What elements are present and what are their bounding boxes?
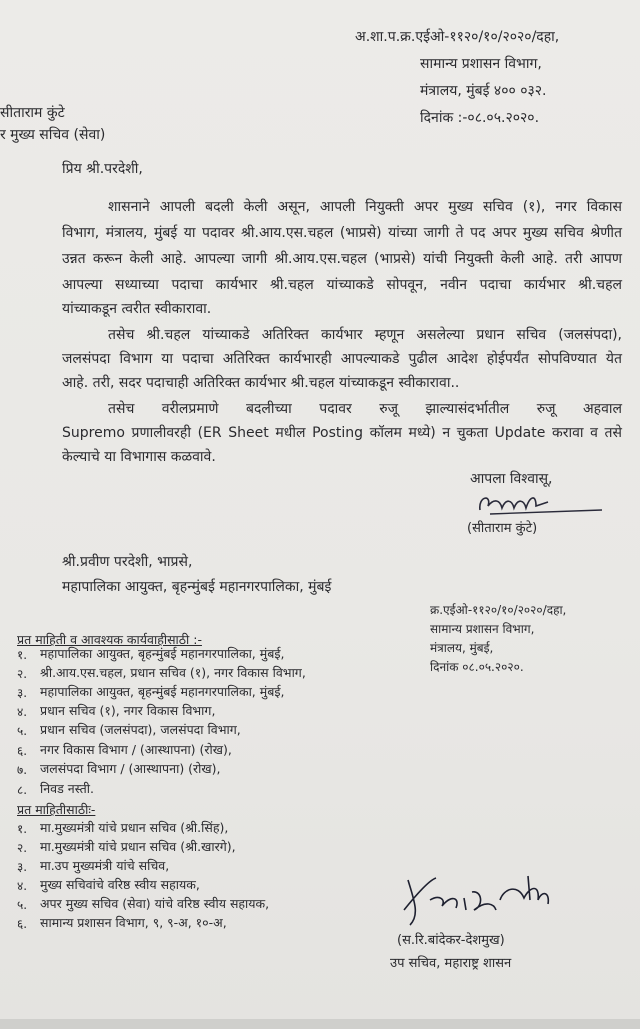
list-item: महापालिका आयुक्त, बृहन्मुंबई महानगरपालिका, मुंबई,: [40, 646, 285, 661]
list-number: ४.: [17, 879, 28, 893]
body-line: तसेच वरीलप्रमाणे बदलीच्या पदावर रुजू झाल्यासंदर्भातील रुजू अहवाल: [108, 401, 622, 417]
list-item: जलसंपदा विभाग / (आस्थापना) (रोख),: [40, 761, 221, 776]
list-item: मा.मुख्यमंत्री यांचे प्रधान सचिव (श्री.खारगे),: [40, 839, 236, 854]
list-number: २.: [17, 841, 28, 855]
list-item: महापालिका आयुक्त, बृहन्मुंबई महानगरपालिका, मुंबई,: [40, 684, 285, 699]
copy-action-heading: प्रत माहिती व आवश्यक कार्यवाहीसाठी :-: [17, 632, 202, 647]
list-item: अपर मुख्य सचिव (सेवा) यांचे वरिष्ठ स्वीय सहायक,: [40, 896, 270, 911]
body-line: केल्याचे या विभागास कळवावे.: [62, 449, 216, 465]
list-number: ६.: [17, 917, 28, 931]
ref-line: दिनांक ०८.०५.२०२०.: [430, 660, 524, 674]
list-number: ७.: [17, 763, 28, 777]
salutation: प्रिय श्री.परदेशी,: [62, 161, 143, 177]
list-number: २.: [17, 667, 28, 681]
list-number: १.: [17, 648, 28, 662]
list-number: ५.: [17, 724, 28, 738]
list-number: ६.: [17, 744, 28, 758]
body-line: जलसंपदा विभाग या पदाचा अतिरिक्त कार्यभारही आपल्याकडे पुढील आदेश होईपर्यंत सोपविण्यात येत: [62, 351, 622, 367]
addressee-office: महापालिका आयुक्त, बृहन्मुंबई महानगरपालिका, मुंबई: [62, 579, 332, 595]
copy-info-heading: प्रत माहितीसाठीः-: [17, 802, 96, 817]
body-line: यांच्याकडून त्वरीत स्वीकारावा.: [62, 301, 212, 317]
list-number: ४.: [17, 705, 28, 719]
signatory-name: (सीताराम कुंटे): [467, 521, 538, 536]
signature-kunte: [470, 488, 610, 518]
department: सामान्य प्रशासन विभाग,: [420, 56, 542, 72]
footer-signatory-designation: उप सचिव, महाराष्ट्र शासन: [390, 956, 512, 971]
list-number: १.: [17, 822, 28, 836]
body-line: विभाग, मंत्रालय, मुंबई या पदावर श्री.आय.एस.चहल (भाप्रसे) यांच्या जागी ते पद अपर मुख्य सचिव श्रेणीत: [62, 225, 622, 241]
list-item: निवड नस्ती.: [40, 781, 94, 796]
body-line: आहे. तरी, सदर पदाचाही अतिरिक्त कार्यभार श्री.चहल यांच्याकडून स्वीकारावा..: [62, 375, 460, 391]
list-number: ८.: [17, 783, 28, 797]
list-item: प्रधान सचिव (१), नगर विकास विभाग,: [40, 703, 216, 718]
address: मंत्रालय, मुंबई ४०० ०३२.: [420, 83, 547, 99]
list-item: मुख्य सचिवांचे वरिष्ठ स्वीय सहायक,: [40, 877, 200, 892]
page-edge: [0, 1019, 640, 1029]
sender-designation: र मुख्य सचिव (सेवा): [0, 127, 106, 143]
body-line: आपल्या सध्याच्या पदाचा कार्यभार श्री.चहल यांच्याकडे सोपवून, नवीन पदाचा कार्यभार श्री.चहल: [62, 277, 622, 293]
body-line: शासनाने आपली बदली केली असून, आपली नियुक्ती अपर मुख्य सचिव (१), नगर विकास: [108, 199, 622, 215]
ref-line: क्र.एईओ-११२०/१०/२०२०/दहा,: [430, 603, 567, 617]
sender-name: सीताराम कुंटे: [0, 105, 65, 121]
body-line: तसेच श्री.चहल यांच्याकडे अतिरिक्त कार्यभार म्हणून असलेल्या प्रधान सचिव (जलसंपदा),: [108, 327, 622, 343]
reference-number: अ.शा.प.क्र.एईओ-११२०/१०/२०२०/दहा,: [355, 29, 560, 45]
date: दिनांक :-०८.०५.२०२०.: [420, 110, 540, 126]
body-line: Supremo प्रणालीवरही (ER Sheet मधील Posting कॉलम मध्ये) न चुकता Update करावा व तसे: [62, 425, 622, 441]
list-item: सामान्य प्रशासन विभाग, ९, ९-अ, १०-अ,: [40, 915, 227, 930]
list-item: श्री.आय.एस.चहल, प्रधान सचिव (१), नगर विकास विभाग,: [40, 665, 306, 680]
list-number: ३.: [17, 860, 28, 874]
signature-bandekar-deshmukh: [400, 870, 560, 930]
list-item: नगर विकास विभाग / (आस्थापना) (रोख),: [40, 742, 232, 757]
ref-line: सामान्य प्रशासन विभाग,: [430, 622, 535, 636]
body-line: उन्नत करून केली आहे. आपल्या जागी श्री.आय.एस.चहल (भाप्रसे) यांची नियुक्ती केली आहे. तरी आपण: [62, 251, 622, 267]
list-item: प्रधान सचिव (जलसंपदा), जलसंपदा विभाग,: [40, 722, 241, 737]
list-item: मा.मुख्यमंत्री यांचे प्रधान सचिव (श्री.सिंह),: [40, 820, 229, 835]
closing: आपला विश्वासू,: [470, 471, 553, 487]
list-number: ५.: [17, 898, 28, 912]
list-number: ३.: [17, 686, 28, 700]
footer-signatory-name: (स.रि.बांदेकर-देशमुख): [397, 933, 505, 948]
list-item: मा.उप मुख्यमंत्री यांचे सचिव,: [40, 858, 170, 873]
addressee-name: श्री.प्रवीण परदेशी, भाप्रसे,: [62, 554, 193, 570]
ref-line: मंत्रालय, मुंबई,: [430, 641, 494, 655]
